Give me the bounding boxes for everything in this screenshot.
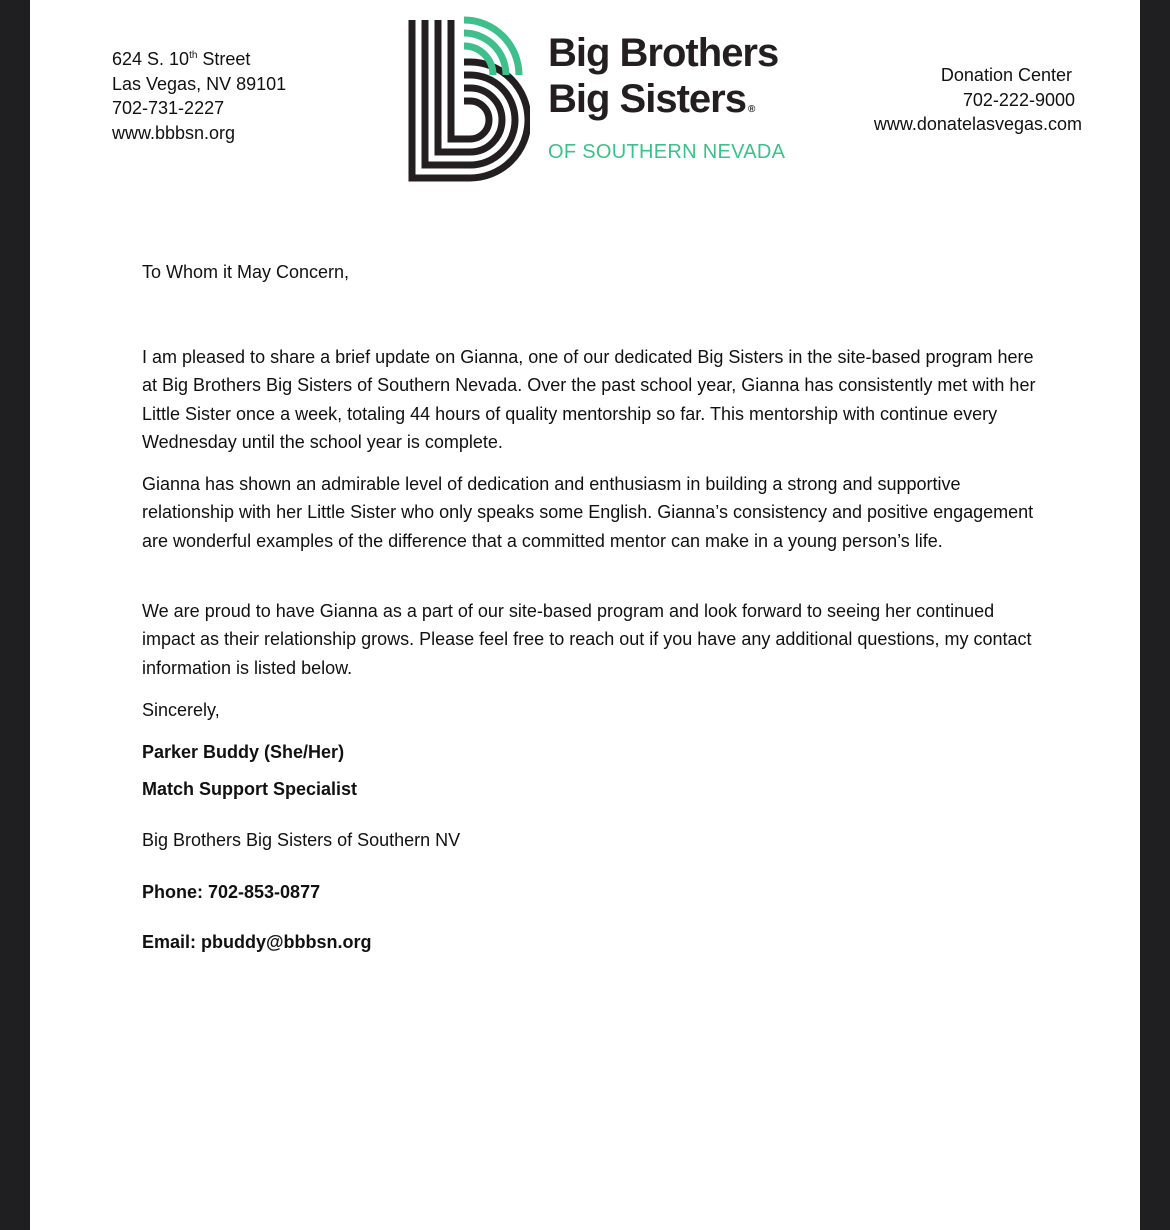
signer-email: Email: pbuddy@bbbsn.org [142,932,372,952]
street-address: 624 S. 10th Street [112,49,251,69]
donation-center-phone: 702-222-9000 [962,89,1075,110]
closing: Sincerely, [142,700,220,720]
office-phone: 702-731-2227 [112,98,225,118]
donation-center-website: www.donatelasvegas.com [873,114,1082,134]
signer-name: Parker Buddy (She/Her) [142,742,345,762]
organization-logo [408,16,786,182]
signer-title: Match Support Specialist [142,779,358,799]
salutation: To Whom it May Concern, [142,262,350,282]
letter-paragraph-1: I am pleased to share a brief update on Gianna, one of our dedicated Big Sisters in the site-based program here at Big Brothers Big Sisters of Southern Nevada. Over the past school year, Gianna has consistently met with her Little Sister once a week, totaling 44 hours of quality mentorship so far. This mentorship with continue every Wednesday until the school year is complete. [142,347,1036,452]
logo-wordmark [548,30,786,164]
signer-organization: Big Brothers Big Sisters of Southern NV [142,830,461,850]
donation-center-block [874,63,1082,137]
signer-phone: Phone: 702-853-0877 [142,882,321,902]
registered-mark: ® [747,104,756,115]
donation-center-label: Donation Center [940,65,1072,85]
letter-paragraph-3: We are proud to have Gianna as a part of our site-based program and look forward to seeing her continued impact as their relationship grows. Please feel free to reach out if you have any additional questions, my contact information is listed below. [142,601,1032,678]
bbbs-b-logo-icon [408,16,530,182]
office-address-block [112,47,286,145]
letter-paragraph-2: Gianna has shown an admirable level of dedication and enthusiasm in building a strong and supportive relationship with her Little Sister who only speaks some English. Gianna’s consistency and positive engagement are wonderful examples of the difference that a committed mentor can make in a young person’s life. [142,474,1034,551]
logo-subtitle: OF SOUTHERN NEVADA [548,141,786,163]
city-state-zip: Las Vegas, NV 89101 [112,73,287,94]
letter-page [30,0,1140,1230]
logo-line-1: Big Brothers [548,31,779,75]
logo-line-2: Big Sisters ® [548,77,756,121]
office-website: www.bbbsn.org [112,122,236,143]
